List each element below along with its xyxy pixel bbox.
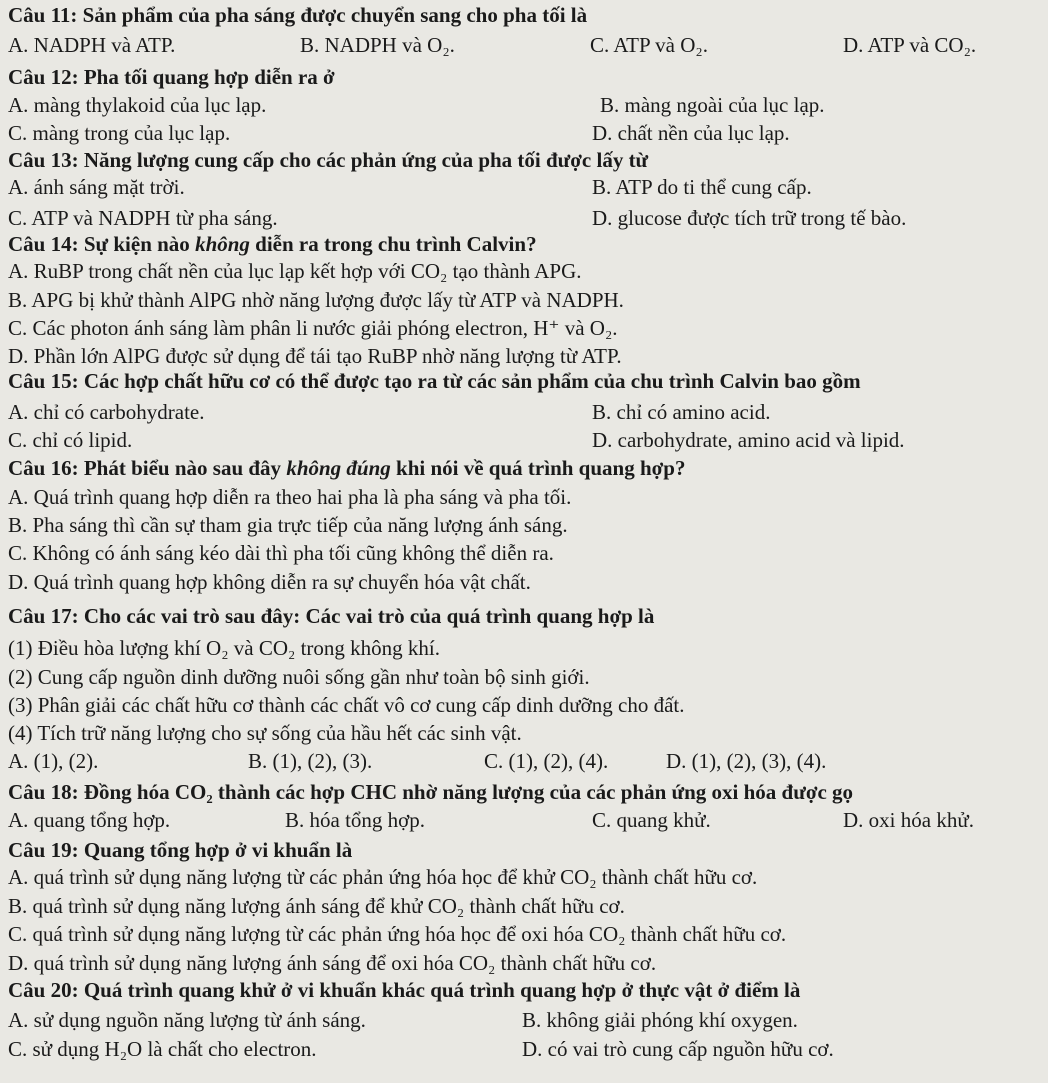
q15-option-d: D. carbohydrate, amino acid và lipid. (592, 428, 905, 452)
q11-options-row (0, 30, 1048, 60)
question-19: Câu 19: Quang tổng hợp ở vi khuẩn là (8, 838, 353, 862)
q16-option-b: B. Pha sáng thì cần sự tham gia trực tiếp của năng lượng ánh sáng. (8, 513, 568, 537)
q12-option-a: A. màng thylakoid của lục lạp. (8, 93, 267, 117)
q11-option-d: D. ATP và CO₂. (843, 33, 977, 57)
q15-option-c: C. chỉ có lipid. (8, 428, 133, 452)
q20-options-row-1 (0, 1005, 1048, 1035)
question-12-row (0, 62, 1048, 92)
q19-option-c-row (0, 919, 1048, 949)
q12-options-row-1 (0, 90, 1048, 120)
q19-option-d: D. quá trình sử dụng năng lượng ánh sáng để oxi hóa CO₂ thành chất hữu cơ. (8, 951, 657, 975)
question-11: Câu 11: Sản phẩm của pha sáng được chuyển sang cho pha tối là (8, 3, 588, 27)
q16-option-a: A. Quá trình quang hợp diễn ra theo hai pha là pha sáng và pha tối. (8, 485, 572, 509)
q18-option-a: A. quang tổng hợp. (8, 808, 171, 832)
q20-option-a: A. sử dụng nguồn năng lượng từ ánh sáng. (8, 1008, 366, 1032)
q20-option-b: B. không giải phóng khí oxygen. (522, 1008, 798, 1032)
q16-option-b-row (0, 510, 1048, 540)
q14-prefix: Câu 14: Sự kiện nào (8, 232, 196, 256)
q12-options-row-2 (0, 118, 1048, 148)
question-11-row (0, 0, 1048, 30)
q16-emphasis: không đúng (286, 456, 391, 480)
q19-option-d-row (0, 948, 1048, 978)
q13-option-c: C. ATP và NADPH từ pha sáng. (8, 206, 278, 230)
q15-option-b: B. chỉ có amino acid. (592, 400, 771, 424)
q17-statement-2: (2) Cung cấp nguồn dinh dưỡng nuôi sống gần như toàn bộ sinh giới. (8, 665, 590, 689)
q11-option-a: A. NADPH và ATP. (8, 33, 176, 57)
q14-emphasis: không (195, 232, 250, 256)
question-12: Câu 12: Pha tối quang hợp diễn ra ở (8, 65, 335, 89)
q18-option-c: C. quang khử. (592, 808, 711, 832)
q17-statement-4: (4) Tích trữ năng lượng cho sự sống của hầu hết các sinh vật. (8, 721, 522, 745)
q14-option-a-row (0, 256, 1048, 286)
q11-option-b: B. NADPH và O₂. (300, 33, 455, 57)
q13-option-d: D. glucose được tích trữ trong tế bào. (592, 206, 907, 230)
question-19-row (0, 835, 1048, 865)
q16-option-d-row (0, 567, 1048, 597)
q19-option-b-row (0, 891, 1048, 921)
q14-option-b: B. APG bị khử thành AlPG nhờ năng lượng được lấy từ ATP và NADPH. (8, 288, 624, 312)
q14-option-c-row (0, 313, 1048, 343)
q19-option-a-row (0, 862, 1048, 892)
q14-option-d: D. Phần lớn AlPG được sử dụng để tái tạo RuBP nhờ năng lượng từ ATP. (8, 344, 622, 368)
q13-option-b: B. ATP do ti thể cung cấp. (592, 175, 812, 199)
q17-option-b: B. (1), (2), (3). (248, 749, 373, 773)
q16-option-a-row (0, 482, 1048, 512)
question-13-row (0, 145, 1048, 175)
question-14 (8, 229, 537, 259)
q17-option-c: C. (1), (2), (4). (484, 749, 609, 773)
question-13: Câu 13: Năng lượng cung cấp cho các phản ứng của pha tối được lấy từ (8, 148, 649, 172)
q18-option-d: D. oxi hóa khử. (843, 808, 974, 832)
q14-option-c: C. Các photon ánh sáng làm phân li nước giải phóng electron, H⁺ và O₂. (8, 316, 618, 340)
question-17: Câu 17: Cho các vai trò sau đây: Các vai trò của quá trình quang hợp là (8, 604, 655, 628)
q17-statement-1: (1) Điều hòa lượng khí O₂ và CO₂ trong không khí. (8, 636, 440, 660)
q19-option-a: A. quá trình sử dụng năng lượng từ các phản ứng hóa học để khử CO₂ thành chất hữu cơ. (8, 865, 758, 889)
q11-option-c: C. ATP và O₂. (590, 33, 708, 57)
q20-option-d: D. có vai trò cung cấp nguồn hữu cơ. (522, 1037, 834, 1061)
q17-statement-2-row (0, 662, 1048, 692)
q19-option-c: C. quá trình sử dụng năng lượng từ các phản ứng hóa học để oxi hóa CO₂ thành chất hữu cơ. (8, 922, 787, 946)
question-16 (8, 453, 685, 483)
question-20: Câu 20: Quá trình quang khử ở vi khuẩn khác quá trình quang hợp ở thực vật ở điểm là (8, 978, 801, 1002)
q15-options-row-2 (0, 425, 1048, 455)
q16-option-c-row (0, 538, 1048, 568)
q19-option-b: B. quá trình sử dụng năng lượng ánh sáng để khử CO₂ thành chất hữu cơ. (8, 894, 625, 918)
q16-prefix: Câu 16: Phát biểu nào sau đây (8, 456, 287, 480)
q17-option-a: A. (1), (2). (8, 749, 99, 773)
question-15-row (0, 366, 1048, 396)
question-15: Câu 15: Các hợp chất hữu cơ có thể được tạo ra từ các sản phẩm của chu trình Calvin bao gồm (8, 369, 861, 393)
q17-statement-3-row (0, 690, 1048, 720)
q20-options-row-2 (0, 1034, 1048, 1064)
q12-option-b: B. màng ngoài của lục lạp. (600, 93, 825, 117)
question-18-row (0, 777, 1048, 807)
q16-option-c: C. Không có ánh sáng kéo dài thì pha tối cũng không thể diễn ra. (8, 541, 554, 565)
q17-statement-1-row (0, 633, 1048, 663)
q14-option-b-row (0, 285, 1048, 315)
q14-suffix: diễn ra trong chu trình Calvin? (249, 232, 537, 256)
q12-option-d: D. chất nền của lục lạp. (592, 121, 790, 145)
question-20-row (0, 975, 1048, 1005)
question-16-row (0, 453, 1048, 483)
q18-options-row (0, 805, 1048, 835)
q17-statement-4-row (0, 718, 1048, 748)
question-18: Câu 18: Đồng hóa CO₂ thành các hợp CHC nhờ năng lượng của các phản ứng oxi hóa được gọ (8, 780, 854, 804)
q20-option-c: C. sử dụng H₂O là chất cho electron. (8, 1037, 317, 1061)
q16-option-d: D. Quá trình quang hợp không diễn ra sự chuyển hóa vật chất. (8, 570, 531, 594)
q12-option-c: C. màng trong của lục lạp. (8, 121, 231, 145)
q17-statement-3: (3) Phân giải các chất hữu cơ thành các chất vô cơ cung cấp dinh dưỡng cho đất. (8, 693, 685, 717)
q13-options-row-1 (0, 172, 1048, 202)
q17-option-d: D. (1), (2), (3), (4). (666, 749, 827, 773)
q18-option-b: B. hóa tổng hợp. (285, 808, 426, 832)
q17-options-row (0, 746, 1048, 776)
q16-suffix: khi nói về quá trình quang hợp? (390, 456, 686, 480)
q15-option-a: A. chỉ có carbohydrate. (8, 400, 205, 424)
q14-option-a: A. RuBP trong chất nền của lục lạp kết hợp với CO₂ tạo thành APG. (8, 259, 582, 283)
question-14-row (0, 229, 1048, 259)
question-17-row (0, 601, 1048, 631)
q15-options-row-1 (0, 397, 1048, 427)
q13-option-a: A. ánh sáng mặt trời. (8, 175, 185, 199)
